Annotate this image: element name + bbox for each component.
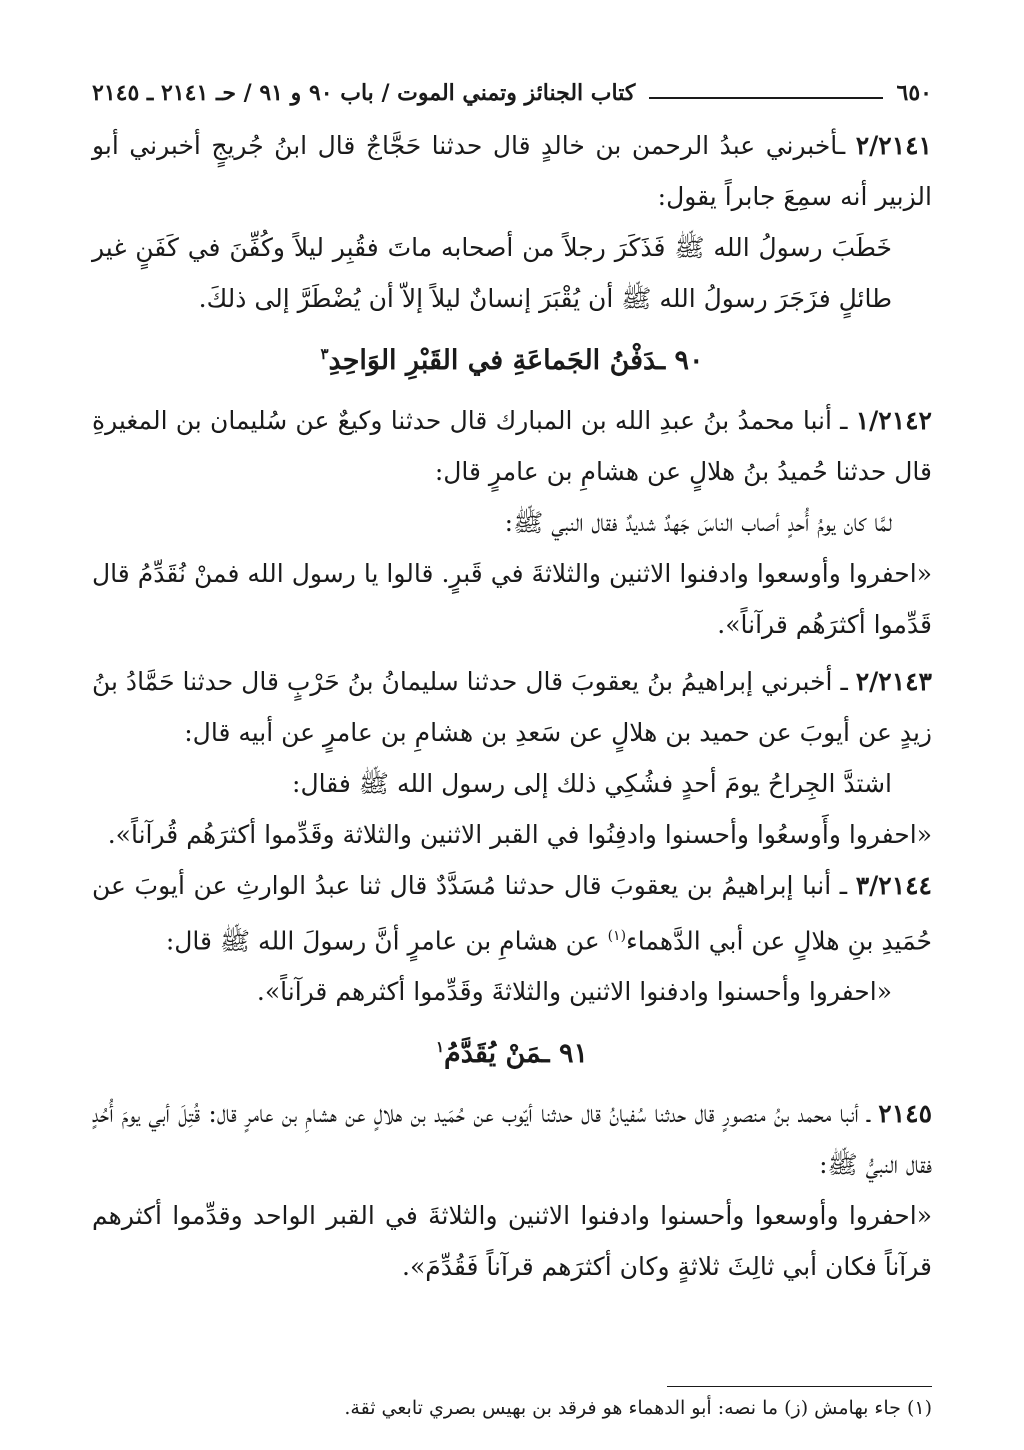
isnad-text: ـ أخبرني إبراهيمُ بنُ يعقوبَ قال حدثنا سليمانُ بنُ حَرْبٍ قال حدثنا حَمَّادُ بنُ زيدٍ عن أيوبَ عن حميد بن هلالٍ عن سَعدِ بن هشامِ بن عامرٍ عن أبيه قال:	[92, 667, 932, 747]
hadith-number: ٢/٢١٤٣	[855, 667, 932, 696]
hadith-2145-matn: «احفروا وأوسعوا وأحسنوا وادفنوا الاثنين والثلاثةَ في القبر الواحد وقدِّموا أكثرهم قرآناً فكان أبي ثالِثَ ثلاثةٍ وكان أكثرَهم قرآناً فَقُدِّمَ».	[92, 1201, 932, 1282]
chapter-mark: ٣	[320, 345, 329, 363]
hadith-2143-matn: «احفروا وأَوسعُوا وأحسنوا وادفِنُوا في القبر الاثنين والثلاثة وقَدِّموا أكثرَهُم قُرآناً».	[107, 820, 932, 849]
isnad-text: ـ أنبا إبراهيمُ بن يعقوبَ قال حدثنا مُسَدَّدٌ قال ثنا عبدُ الوارثِ عن أيوبَ عن حُمَيدِ بنِ هلالٍ عن أبي الدَّهماء	[92, 871, 932, 956]
chapter-91-heading	[92, 1019, 932, 1082]
hadith-2142-matn: «احفروا وأوسعوا وادفنوا الاثنين والثلاثةَ في قَبرٍ. قالوا يا رسول الله فمنْ نُقَدِّمُ قال قَدِّموا أكثرَهُم قرآناً».	[92, 559, 932, 639]
hadith-2142-narrative: لمَّا كان يومُ أُحدٍ أصاب الناسَ جَهدٌ شديدٌ فقال النبي ﷺ:	[504, 508, 892, 537]
hadith-number: ٢١٤٥	[878, 1099, 932, 1129]
footnote: (١) جاء بهامش (ز) ما نصه: أبو الدهماء هو فرقد بن بهيس بصري تابعي ثقة.	[344, 1397, 932, 1419]
chapter-title: ٩٠ ـدَفْنُ الجَماعَةِ في القَبْرِ الوَاحِدِ	[328, 345, 704, 376]
header-rule	[649, 97, 882, 99]
hadith-number: ٣/٢١٤٤	[855, 871, 932, 900]
page-number: ٦٥٠	[896, 80, 932, 106]
isnad-text-continued: عن هشامِ بن عامرٍ أنَّ رسولَ الله ﷺ قال:	[165, 926, 608, 956]
chapter-mark: ١	[435, 1038, 445, 1057]
isnad-text: ـ أنبا محمدُ بنُ عبدِ الله بن المبارك قال حدثنا وكيعٌ عن سُليمان بن المغيرةِ قال حدثنا حُميدُ بنُ هلالٍ عن هشامِ بن عامرٍ قال:	[92, 406, 932, 486]
hadith-number: ١/٢١٤٢	[855, 406, 932, 435]
hadith-2143-narrative: اشتدَّ الجِراحُ يومَ أحدٍ فشُكِي ذلك إلى رسول الله ﷺ فقال:	[292, 769, 892, 798]
isnad-text: ـ أنبا محمد بنُ منصورٍ قال حدثنا سُفيانُ قال حدثنا أيّوب عن حُمَيد بن هلالٍ عن هشامِ بن عامرٍ قال: قُتِلَ أبي يومَ أُحُدٍ فقال النبيُّ ﷺ:	[92, 1099, 932, 1180]
running-header	[92, 78, 932, 108]
isnad-text: ـأخبرني عبدُ الرحمن بن خالدٍ قال حدثنا حَجَّاجٌ قال ابنُ جُريجٍ أخبرني أبو الزبير أنه سمِعَ جابراً يقول:	[92, 131, 932, 211]
hadith-2143-isnad	[92, 656, 932, 758]
footnote-reference: (١)	[607, 928, 627, 944]
hadith-2144-matn: «احفروا وأحسنوا وادفنوا الاثنين والثلاثةَ وقَدِّموا أكثرهم قرآناً».	[256, 977, 892, 1007]
hadith-2142-isnad	[92, 395, 932, 497]
page-body	[92, 120, 932, 1292]
footnote-rule	[667, 1386, 932, 1387]
hadith-2144-isnad	[92, 860, 932, 966]
hadith-2145-isnad	[92, 1088, 932, 1190]
chapter-90-heading	[92, 326, 932, 389]
chapter-title: ٩١ ـمَنْ يُقَدَّمُ	[444, 1038, 588, 1070]
header-title: كتاب الجنائز وتمني الموت / باب ٩٠ و ٩١ / حـ ٢١٤١ ـ ٢١٤٥	[92, 80, 636, 106]
hadith-2141-matn: خَطَبَ رسولُ الله ﷺ فَذَكَرَ رجلاً من أصحابه ماتَ فقُبِر ليلاً وكُفِّنَ في كَفَنٍ غير طائلٍ فزَجَرَ رسولُ الله ﷺ أن يُقْبَرَ إنسانٌ ليلاً إلاّ أن يُضْطَرَّ إلى ذلكَ.	[92, 233, 892, 313]
hadith-number: ٢/٢١٤١	[855, 131, 932, 160]
hadith-2141-isnad	[92, 120, 932, 222]
